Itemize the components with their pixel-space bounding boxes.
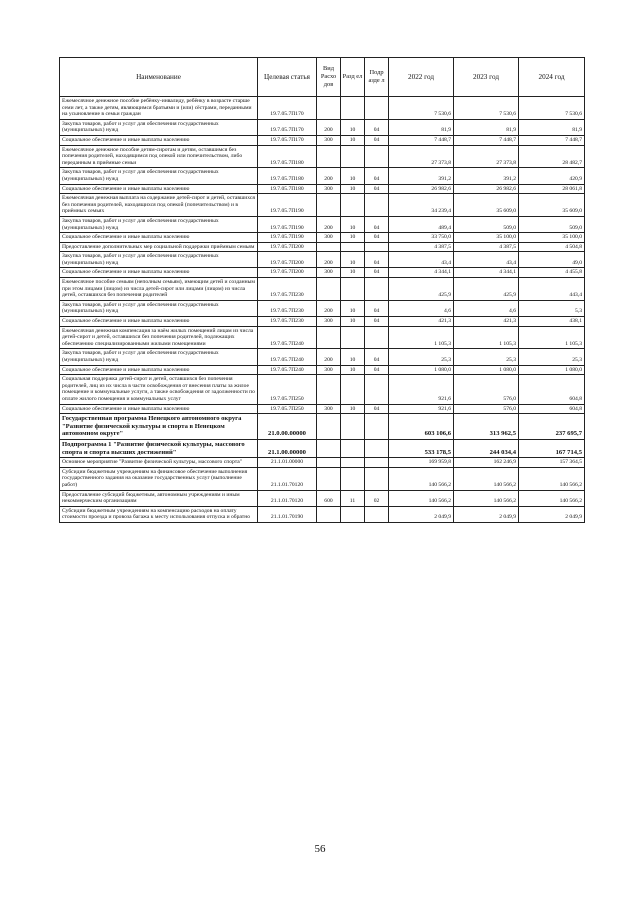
cell-section: 10 (341, 404, 365, 414)
cell-target: 19.7.05.7П250 (258, 375, 317, 404)
cell-2022: 7 530,6 (389, 97, 454, 120)
table-row (60, 184, 585, 194)
cell-section: 10 (341, 184, 365, 194)
cell-name: Ежемесячная денежная компенсация за наём жилых помещений лицам из числа детей-сирот и детей, оставшихся без попечения родителей, подлежащих обеспечению специализированными жилыми помещениями (60, 326, 258, 349)
cell-section: 10 (341, 119, 365, 135)
cell-target: 19.7.05.7П180 (258, 145, 317, 168)
cell-2024: 4 455,8 (519, 268, 585, 278)
table-row (60, 458, 585, 468)
cell-section: 10 (341, 317, 365, 327)
cell-section: 10 (341, 268, 365, 278)
cell-2024: 604,8 (519, 404, 585, 414)
cell-section: 10 (341, 349, 365, 365)
cell-target: 21.1.00.00000 (258, 439, 317, 457)
cell-name: Основное мероприятие "Развитие физической культуры, массового спорта" (60, 458, 258, 468)
cell-section (341, 458, 365, 468)
cell-subsection (365, 439, 389, 457)
cell-kind: 300 (317, 268, 341, 278)
cell-2024: 2 049,9 (519, 506, 585, 522)
table-row (60, 414, 585, 440)
cell-name: Закупка товаров, работ и услуг для обеспечения государственных (муниципальных) нужд (60, 252, 258, 268)
cell-2023: 244 034,4 (454, 439, 519, 457)
table-row (60, 119, 585, 135)
budget-table-sheet (59, 57, 584, 523)
cell-2022: 1 080,0 (389, 365, 454, 375)
cell-section (341, 506, 365, 522)
cell-2022: 27 373,8 (389, 145, 454, 168)
cell-target: 19.7.05.7П240 (258, 365, 317, 375)
cell-target: 19.7.05.7П250 (258, 404, 317, 414)
cell-target: 19.7.05.7П230 (258, 278, 317, 301)
cell-2024: 420,9 (519, 168, 585, 184)
cell-section (341, 242, 365, 252)
cell-kind: 200 (317, 119, 341, 135)
cell-kind: 200 (317, 216, 341, 232)
table-row (60, 242, 585, 252)
header-name: Наименование (60, 58, 258, 97)
cell-2022: 921,6 (389, 404, 454, 414)
cell-target: 21.1.01.70120 (258, 467, 317, 490)
cell-target: 19.7.05.7П200 (258, 242, 317, 252)
cell-2023: 25,3 (454, 349, 519, 365)
cell-name: Предоставление субсидий бюджетным, автономным учреждениям и иным некоммерческим организациям (60, 490, 258, 506)
cell-section (341, 375, 365, 404)
cell-2023: 4 387,5 (454, 242, 519, 252)
table-row (60, 268, 585, 278)
cell-section: 10 (341, 233, 365, 243)
budget-table (59, 57, 585, 523)
cell-2024: 1 080,0 (519, 365, 585, 375)
cell-name: Закупка товаров, работ и услуг для обеспечения государственных (муниципальных) нужд (60, 119, 258, 135)
cell-subsection: 04 (365, 184, 389, 194)
cell-2022: 603 106,6 (389, 414, 454, 440)
cell-2024: 7 448,7 (519, 135, 585, 145)
cell-name: Социальное обеспечение и иные выплаты населению (60, 404, 258, 414)
cell-2024: 4 504,8 (519, 242, 585, 252)
cell-subsection (365, 458, 389, 468)
cell-2022: 391,2 (389, 168, 454, 184)
cell-subsection: 04 (365, 252, 389, 268)
header-2022: 2022 год (389, 58, 454, 97)
cell-subsection: 04 (365, 119, 389, 135)
cell-2024: 35 100,0 (519, 233, 585, 243)
cell-2024: 140 566,2 (519, 467, 585, 490)
cell-2024: 35 609,0 (519, 194, 585, 217)
cell-2023: 4 344,1 (454, 268, 519, 278)
cell-subsection: 04 (365, 317, 389, 327)
cell-name: Социальная поддержка детей-сирот и детей, оставшихся без попечения родителей, лиц из их числа в части освобождения от внесения платы за жилое помещение и коммунальные услуги, а также освобождения от задолженности по оплате жилого помещения и коммунальных услуг (60, 375, 258, 404)
cell-target: 19.7.05.7П190 (258, 216, 317, 232)
cell-target: 19.7.05.7П190 (258, 233, 317, 243)
cell-kind (317, 414, 341, 440)
cell-2023: 140 566,2 (454, 467, 519, 490)
cell-subsection: 04 (365, 168, 389, 184)
cell-target: 19.7.05.7П230 (258, 300, 317, 316)
table-row (60, 365, 585, 375)
cell-2023: 35 100,0 (454, 233, 519, 243)
cell-section: 10 (341, 168, 365, 184)
cell-kind (317, 278, 341, 301)
cell-subsection (365, 375, 389, 404)
cell-target: 19.7.05.7П170 (258, 119, 317, 135)
cell-subsection: 04 (365, 365, 389, 375)
cell-target: 21.1.01.70190 (258, 506, 317, 522)
cell-subsection (365, 242, 389, 252)
cell-2024: 28 482,7 (519, 145, 585, 168)
cell-kind (317, 326, 341, 349)
cell-kind: 200 (317, 252, 341, 268)
page-number: 56 (314, 843, 326, 855)
cell-2024: 443,4 (519, 278, 585, 301)
cell-2024: 7 530,6 (519, 97, 585, 120)
cell-2024: 604,8 (519, 375, 585, 404)
cell-2022: 25,3 (389, 349, 454, 365)
table-row (60, 490, 585, 506)
cell-name: Государственная программа Ненецкого автономного округа "Развитие физической культуры и спорта в Ненецком автономном округе" (60, 414, 258, 440)
cell-subsection (365, 467, 389, 490)
cell-2023: 140 566,2 (454, 490, 519, 506)
cell-2024: 81,9 (519, 119, 585, 135)
cell-section: 11 (341, 490, 365, 506)
table-row (60, 145, 585, 168)
cell-2022: 26 982,6 (389, 184, 454, 194)
cell-target: 21.1.01.70120 (258, 490, 317, 506)
cell-2023: 576,0 (454, 404, 519, 414)
cell-2022: 81,9 (389, 119, 454, 135)
cell-subsection (365, 326, 389, 349)
table-row (60, 97, 585, 120)
cell-name: Социальное обеспечение и иные выплаты населению (60, 365, 258, 375)
table-row (60, 506, 585, 522)
cell-kind (317, 145, 341, 168)
cell-target: 19.7.05.7П200 (258, 252, 317, 268)
cell-2024: 1 105,3 (519, 326, 585, 349)
cell-2022: 921,6 (389, 375, 454, 404)
cell-kind: 300 (317, 233, 341, 243)
table-row (60, 135, 585, 145)
cell-2024: 157 364,5 (519, 458, 585, 468)
table-row (60, 168, 585, 184)
cell-subsection: 04 (365, 135, 389, 145)
header-2023: 2023 год (454, 58, 519, 97)
cell-subsection (365, 194, 389, 217)
header-section: Разд ел (341, 58, 365, 97)
cell-2023: 576,0 (454, 375, 519, 404)
cell-name: Социальное обеспечение и иные выплаты населению (60, 268, 258, 278)
cell-section: 10 (341, 300, 365, 316)
cell-2023: 27 373,8 (454, 145, 519, 168)
cell-kind (317, 97, 341, 120)
cell-kind: 300 (317, 135, 341, 145)
cell-2024: 28 061,8 (519, 184, 585, 194)
cell-kind (317, 467, 341, 490)
cell-2022: 43,4 (389, 252, 454, 268)
cell-subsection: 04 (365, 216, 389, 232)
header-subsection: Подр азде л (365, 58, 389, 97)
cell-name: Подпрограмма 1 "Развитие физической культуры, массового спорта и спорта высших достижений" (60, 439, 258, 457)
cell-2023: 425,9 (454, 278, 519, 301)
cell-kind (317, 439, 341, 457)
cell-target: 19.7.05.7П240 (258, 349, 317, 365)
cell-subsection (365, 414, 389, 440)
cell-2024: 5,3 (519, 300, 585, 316)
cell-section (341, 278, 365, 301)
table-row (60, 233, 585, 243)
table-header-row (60, 58, 585, 97)
cell-kind: 200 (317, 349, 341, 365)
cell-section: 10 (341, 365, 365, 375)
cell-2023: 391,2 (454, 168, 519, 184)
cell-section (341, 326, 365, 349)
cell-kind: 200 (317, 168, 341, 184)
cell-2022: 7 448,7 (389, 135, 454, 145)
cell-2024: 140 566,2 (519, 490, 585, 506)
cell-section (341, 467, 365, 490)
cell-target: 19.7.05.7П180 (258, 184, 317, 194)
cell-2024: 509,0 (519, 216, 585, 232)
cell-2022: 489,4 (389, 216, 454, 232)
cell-name: Субсидии бюджетным учреждениям на компенсацию расходов на оплату стоимости проезда и провоза багажа к месту использования отпуска и обратно (60, 506, 258, 522)
cell-section: 10 (341, 216, 365, 232)
cell-2022: 34 239,4 (389, 194, 454, 217)
cell-2023: 26 982,6 (454, 184, 519, 194)
cell-2023: 421,3 (454, 317, 519, 327)
cell-2023: 162 246,9 (454, 458, 519, 468)
table-row (60, 439, 585, 457)
cell-subsection: 04 (365, 404, 389, 414)
cell-subsection (365, 278, 389, 301)
cell-target: 19.7.05.7П170 (258, 97, 317, 120)
cell-name: Предоставление дополнительных мер социальной поддержки приёмным семьям (60, 242, 258, 252)
cell-subsection: 02 (365, 490, 389, 506)
cell-2022: 4 344,1 (389, 268, 454, 278)
cell-kind (317, 375, 341, 404)
cell-2023: 4,6 (454, 300, 519, 316)
cell-target: 21.1.01.00000 (258, 458, 317, 468)
cell-2022: 4 387,5 (389, 242, 454, 252)
cell-subsection (365, 97, 389, 120)
cell-kind (317, 506, 341, 522)
cell-kind: 200 (317, 300, 341, 316)
cell-kind: 300 (317, 365, 341, 375)
cell-2022: 33 750,0 (389, 233, 454, 243)
cell-name: Социальное обеспечение и иные выплаты населению (60, 317, 258, 327)
cell-section (341, 194, 365, 217)
cell-target: 19.7.05.7П170 (258, 135, 317, 145)
table-row (60, 300, 585, 316)
cell-2023: 1 105,3 (454, 326, 519, 349)
table-row (60, 326, 585, 349)
cell-2023: 35 609,0 (454, 194, 519, 217)
cell-2022: 140 566,2 (389, 490, 454, 506)
cell-name: Закупка товаров, работ и услуг для обеспечения государственных (муниципальных) нужд (60, 168, 258, 184)
cell-section (341, 439, 365, 457)
cell-2022: 4,6 (389, 300, 454, 316)
cell-kind: 300 (317, 184, 341, 194)
header-target: Целевая статья (258, 58, 317, 97)
cell-kind (317, 242, 341, 252)
cell-target: 19.7.05.7П200 (258, 268, 317, 278)
cell-subsection: 04 (365, 349, 389, 365)
cell-2024: 25,3 (519, 349, 585, 365)
cell-2023: 43,4 (454, 252, 519, 268)
cell-name: Ежемесячное денежное пособие детям-сиротам и детям, оставшимся без попечения родителей, находящимся под опекой или попечительством, либо переданным в приёмные семьи (60, 145, 258, 168)
cell-name: Социальное обеспечение и иные выплаты населению (60, 184, 258, 194)
cell-kind: 300 (317, 404, 341, 414)
cell-subsection: 04 (365, 268, 389, 278)
cell-target: 21.0.00.00000 (258, 414, 317, 440)
cell-2022: 533 178,5 (389, 439, 454, 457)
cell-name: Закупка товаров, работ и услуг для обеспечения государственных (муниципальных) нужд (60, 216, 258, 232)
table-row (60, 375, 585, 404)
cell-2022: 425,9 (389, 278, 454, 301)
cell-2022: 140 566,2 (389, 467, 454, 490)
table-row (60, 252, 585, 268)
cell-section (341, 97, 365, 120)
cell-2023: 313 962,5 (454, 414, 519, 440)
cell-target: 19.7.05.7П240 (258, 326, 317, 349)
cell-kind (317, 194, 341, 217)
header-2024: 2024 год (519, 58, 585, 97)
cell-name: Закупка товаров, работ и услуг для обеспечения государственных (муниципальных) нужд (60, 349, 258, 365)
cell-name: Ежемесячная денежная выплата на содержание детей-сирот и детей, оставшихся без попечения родителей, находящихся под опекой (попечительством) и в приёмных семьях (60, 194, 258, 217)
cell-2023: 7 530,6 (454, 97, 519, 120)
cell-target: 19.7.05.7П230 (258, 317, 317, 327)
cell-2022: 1 105,3 (389, 326, 454, 349)
cell-name: Субсидии бюджетным учреждениям на финансовое обеспечение выполнения государственного задания на оказание государственных услуг (выполнение работ) (60, 467, 258, 490)
cell-section: 10 (341, 135, 365, 145)
cell-2024: 167 714,5 (519, 439, 585, 457)
cell-kind (317, 458, 341, 468)
cell-name: Закупка товаров, работ и услуг для обеспечения государственных (муниципальных) нужд (60, 300, 258, 316)
cell-section (341, 145, 365, 168)
header-kind: Вид Расхо дов (317, 58, 341, 97)
table-row (60, 467, 585, 490)
cell-2022: 2 049,9 (389, 506, 454, 522)
cell-name: Социальное обеспечение и иные выплаты населению (60, 135, 258, 145)
cell-name: Ежемесячное пособие семьям (неполным семьям), имеющим детей и созданным при этом лицами (лицом) из числа детей-сирот или лицами (лицом) из числа детей, оставшихся без попечения родителей (60, 278, 258, 301)
cell-target: 19.7.05.7П190 (258, 194, 317, 217)
cell-2024: 49,0 (519, 252, 585, 268)
cell-2023: 81,9 (454, 119, 519, 135)
cell-name: Социальное обеспечение и иные выплаты населению (60, 233, 258, 243)
cell-section (341, 414, 365, 440)
cell-2022: 421,3 (389, 317, 454, 327)
cell-name: Ежемесячное денежное пособие ребёнку-инвалиду, ребёнку в возрасте старше семи лет, а также детям, являющимся братьями и (или) сёстрами, переданными на усыновление в семьи граждан (60, 97, 258, 120)
cell-target: 19.7.05.7П180 (258, 168, 317, 184)
table-row (60, 317, 585, 327)
cell-2024: 438,1 (519, 317, 585, 327)
table-row (60, 278, 585, 301)
table-row (60, 216, 585, 232)
table-row (60, 194, 585, 217)
cell-2023: 509,0 (454, 216, 519, 232)
cell-kind: 600 (317, 490, 341, 506)
table-row (60, 404, 585, 414)
cell-subsection (365, 506, 389, 522)
cell-2023: 1 080,0 (454, 365, 519, 375)
table-row (60, 349, 585, 365)
cell-2023: 2 049,9 (454, 506, 519, 522)
cell-2024: 237 695,7 (519, 414, 585, 440)
cell-section: 10 (341, 252, 365, 268)
cell-subsection: 04 (365, 300, 389, 316)
cell-subsection: 04 (365, 233, 389, 243)
cell-2022: 169 959,8 (389, 458, 454, 468)
table-body (60, 97, 585, 523)
cell-subsection (365, 145, 389, 168)
cell-kind: 300 (317, 317, 341, 327)
cell-2023: 7 448,7 (454, 135, 519, 145)
